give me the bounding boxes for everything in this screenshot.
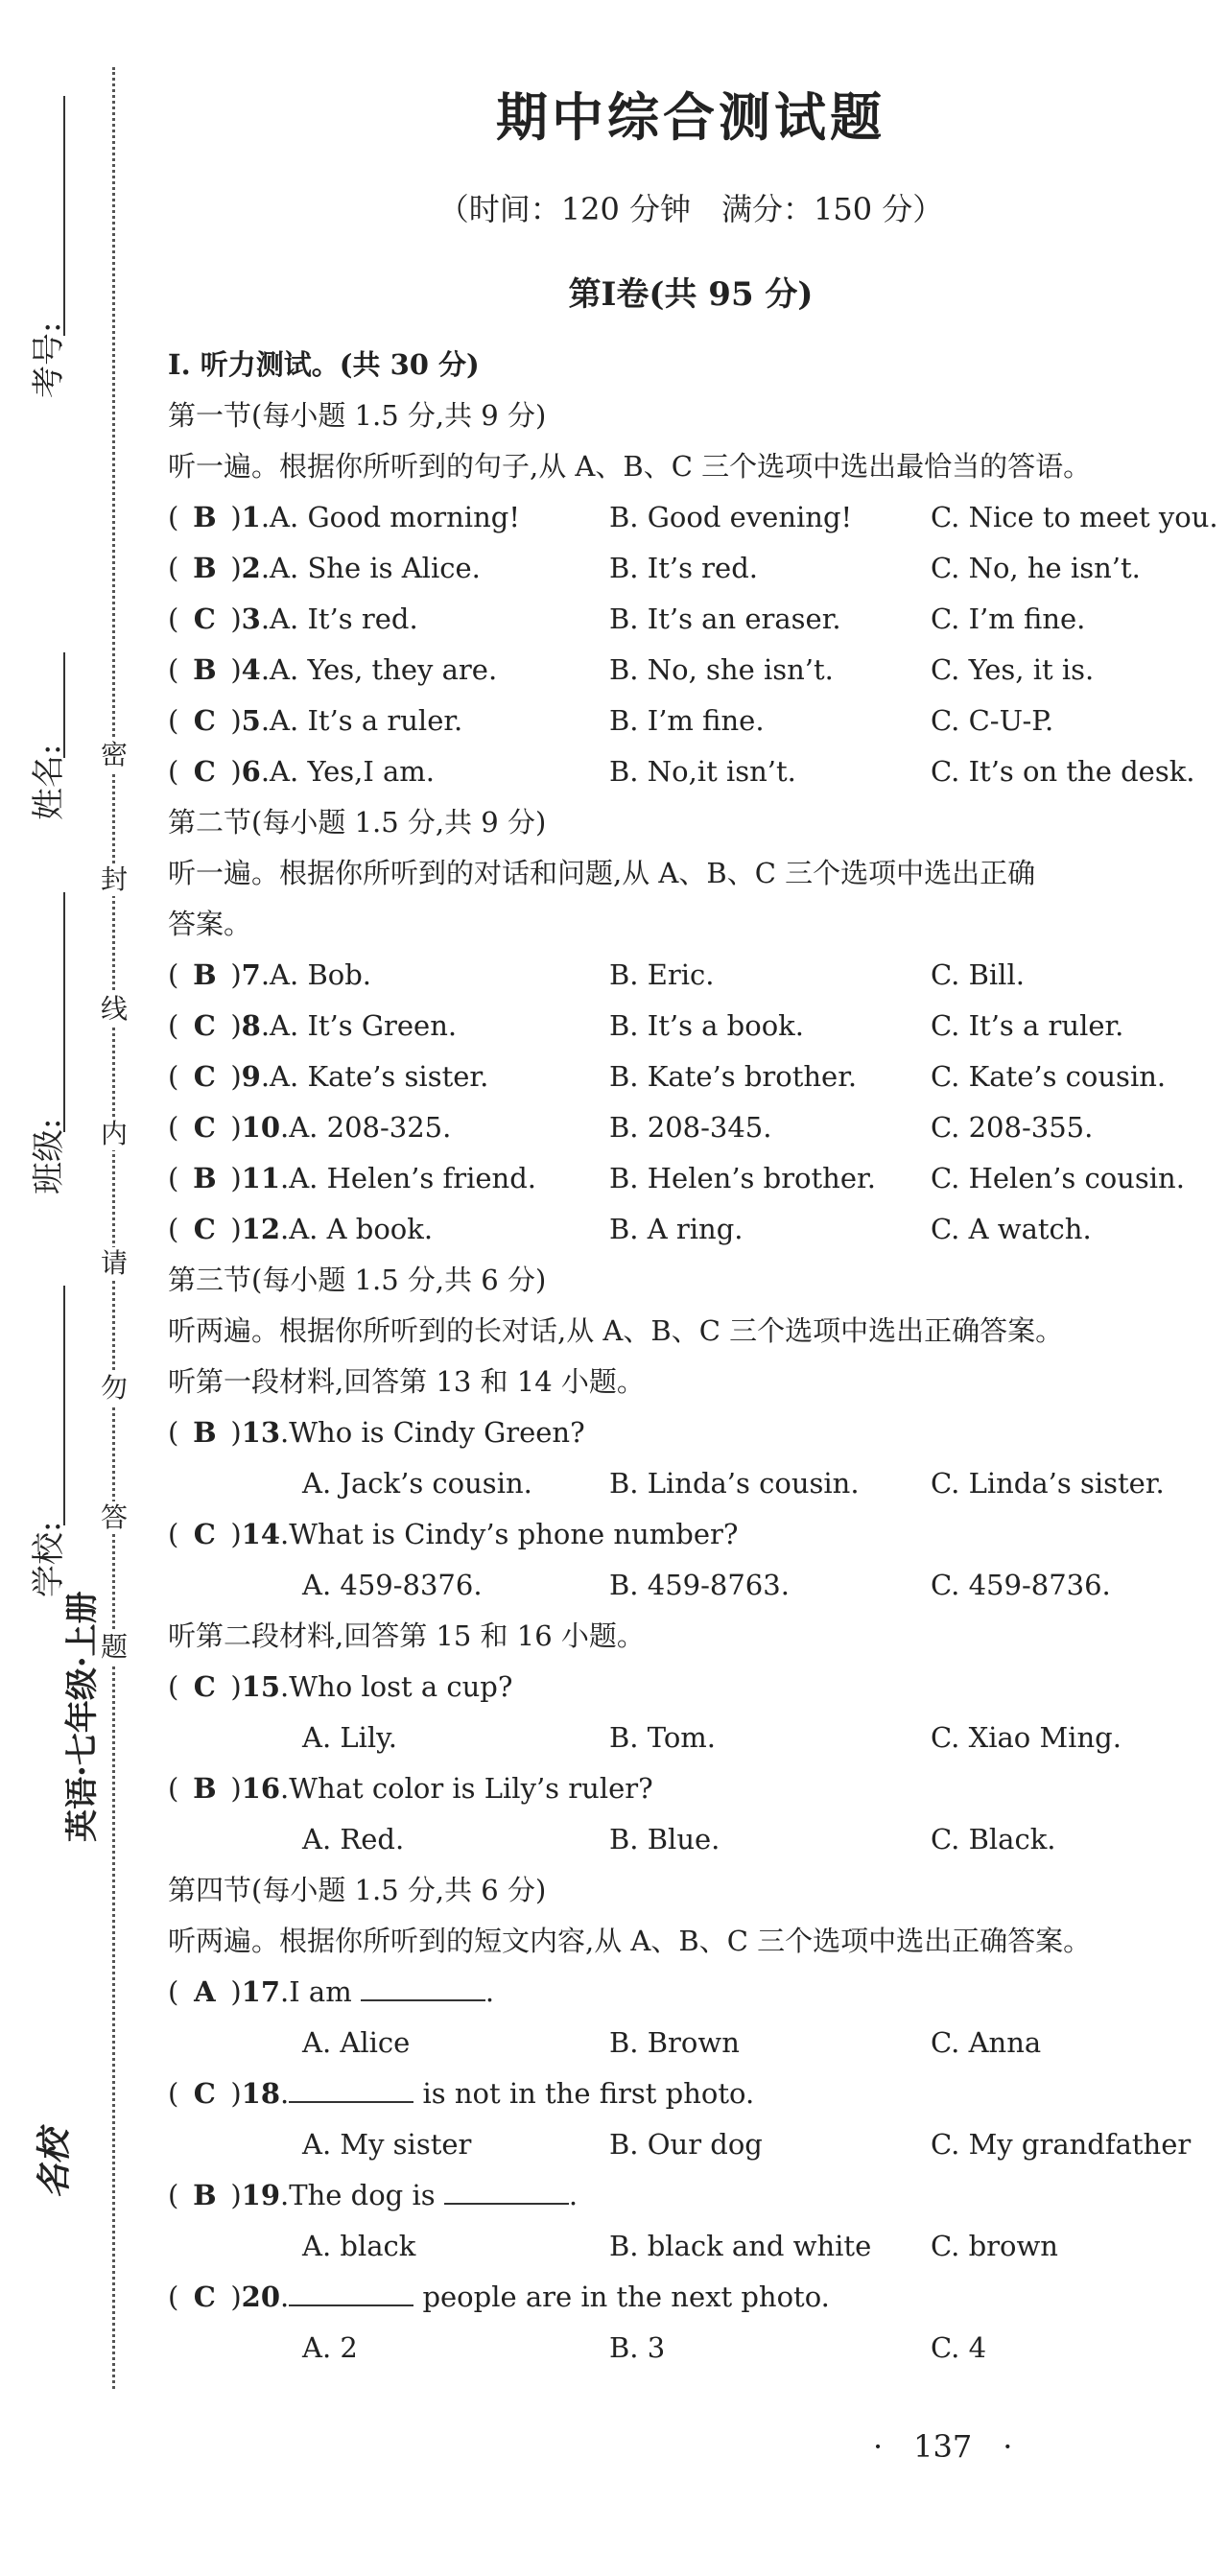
instruction: 听一遍。根据你所听到的对话和问题,从 A、B、C 三个选项中选出正确 bbox=[168, 857, 1036, 889]
option-b: B. No, she isn’t. bbox=[609, 653, 834, 686]
seal-char: 题 bbox=[98, 1631, 130, 1664]
answer: B bbox=[193, 552, 217, 584]
option-c: C. 208-355. bbox=[931, 1111, 1094, 1144]
question-row: ( C )5.A. It’s a ruler. B. I’m fine. C. C-U-P. bbox=[168, 696, 1214, 746]
option-a: A. Lily. bbox=[302, 1721, 397, 1754]
school-label: 学校: bbox=[30, 1521, 68, 1597]
instruction: 听第一段材料,回答第 13 和 14 小题。 bbox=[168, 1365, 645, 1398]
seal-char: 请 bbox=[98, 1247, 130, 1280]
page-title: 期中综合测试题 bbox=[496, 86, 886, 148]
subsection-heading: 第一节(每小题 1.5 分,共 9 分) bbox=[168, 399, 547, 432]
instruction: 答案。 bbox=[168, 908, 252, 940]
option-row bbox=[168, 1560, 1214, 1611]
answer: C bbox=[193, 1213, 216, 1245]
question-row: ( C )6.A. Yes,I am. B. No,it isn’t. C. It’s on the desk. bbox=[168, 746, 1214, 797]
option-c: C. Helen’s cousin. bbox=[931, 1162, 1185, 1194]
question-row: ( C )12.A. A book. B. A ring. C. A watch. bbox=[168, 1204, 1214, 1255]
part-heading: 第Ⅰ卷(共 95 分) bbox=[568, 275, 814, 314]
answer: C bbox=[193, 1060, 216, 1093]
option-b: B. Brown bbox=[609, 2026, 740, 2059]
option-b: B. Good evening! bbox=[609, 501, 853, 533]
class-label: 班级: bbox=[30, 1118, 68, 1194]
section-heading: Ⅰ. 听力测试。(共 30 分) bbox=[168, 348, 480, 381]
answer: A bbox=[194, 1975, 216, 2008]
question-row: ( B )2.A. She is Alice. B. It’s red. C. No, he isn’t. bbox=[168, 543, 1214, 594]
seal-char: 答 bbox=[98, 1501, 130, 1534]
option-a: A. Red. bbox=[302, 1823, 405, 1855]
answer: C bbox=[193, 755, 216, 788]
instruction: 听两遍。根据你所听到的短文内容,从 A、B、C 三个选项中选出正确答案。 bbox=[168, 1925, 1092, 1957]
option-c: C. Linda’s sister. bbox=[931, 1467, 1165, 1500]
answer-blank bbox=[289, 2278, 413, 2306]
option-c: C. It’s a ruler. bbox=[931, 1009, 1124, 1042]
option-b: B. Kate’s brother. bbox=[609, 1060, 858, 1093]
option-b: B. It’s an eraser. bbox=[609, 603, 841, 635]
answer: C bbox=[193, 1111, 216, 1144]
option-b: B. Linda’s cousin. bbox=[609, 1467, 860, 1500]
binding-margin bbox=[0, 0, 134, 2576]
page-number: · 137 · bbox=[873, 2428, 1013, 2465]
answer: C bbox=[193, 2281, 216, 2313]
answer: C bbox=[193, 704, 216, 737]
answer-blank bbox=[444, 2176, 569, 2205]
option-c: C. Nice to meet you. bbox=[931, 501, 1218, 533]
question-row: ( C )8.A. It’s Green. B. It’s a book. C. It’s a ruler. bbox=[168, 1001, 1214, 1052]
question-stem: ( B )16.What color is Lily’s ruler? bbox=[168, 1763, 1214, 1814]
option-row bbox=[168, 2221, 1214, 2272]
option-b: B. Tom. bbox=[609, 1721, 717, 1754]
option-b: B. It’s red. bbox=[609, 552, 758, 584]
option-row bbox=[168, 1814, 1214, 1865]
option-a: A. black bbox=[302, 2230, 416, 2262]
option-b: B. I’m fine. bbox=[609, 704, 765, 737]
option-a: A. Alice bbox=[302, 2026, 411, 2059]
seal-dotted-line bbox=[112, 67, 115, 2389]
question-row: ( B )7.A. Bob. B. Eric. C. Bill. bbox=[168, 950, 1214, 1001]
instruction: 听一遍。根据你所听到的句子,从 A、B、C 三个选项中选出最恰当的答语。 bbox=[168, 450, 1092, 483]
question-stem: ( C )14.What is Cindy’s phone number? bbox=[168, 1509, 1214, 1560]
option-row bbox=[168, 2018, 1214, 2068]
question-row: ( C )10.A. 208-325. B. 208-345. C. 208-355. bbox=[168, 1102, 1214, 1153]
seal-char: 封 bbox=[98, 863, 130, 896]
option-a: A. 459-8376. bbox=[302, 1569, 483, 1601]
subsection-heading: 第四节(每小题 1.5 分,共 6 分) bbox=[168, 1874, 547, 1906]
exam-no-label: 考号: bbox=[30, 321, 68, 398]
option-c: C. I’m fine. bbox=[931, 603, 1086, 635]
option-c: C. brown bbox=[931, 2230, 1058, 2262]
question-stem: ( C )18. is not in the first photo. bbox=[168, 2068, 1214, 2119]
seal-char: 内 bbox=[98, 1118, 130, 1150]
seal-char: 勿 bbox=[98, 1372, 130, 1405]
question-stem: ( B )19.The dog is . bbox=[168, 2170, 1214, 2221]
option-b: B. 208-345. bbox=[609, 1111, 772, 1144]
option-c: C. Kate’s cousin. bbox=[931, 1060, 1167, 1093]
option-a: A. 2 bbox=[302, 2331, 358, 2364]
option-b: B. Helen’s brother. bbox=[609, 1162, 876, 1194]
option-c: C. A watch. bbox=[931, 1213, 1092, 1245]
answer-blank bbox=[361, 1973, 485, 2001]
option-b: B. Blue. bbox=[609, 1823, 720, 1855]
instruction: 听第二段材料,回答第 15 和 16 小题。 bbox=[168, 1619, 645, 1652]
brand-logo: 名校 bbox=[34, 2129, 75, 2199]
option-b: B. black and white bbox=[609, 2230, 872, 2262]
option-c: C. 459-8736. bbox=[931, 1569, 1111, 1601]
option-c: C. It’s on the desk. bbox=[931, 755, 1195, 788]
class-line bbox=[63, 892, 65, 1132]
answer: B bbox=[193, 2179, 217, 2211]
answer-blank bbox=[289, 2074, 413, 2103]
option-c: C. My grandfather bbox=[931, 2128, 1192, 2161]
option-a: A. My sister bbox=[302, 2128, 472, 2161]
answer: C bbox=[193, 2077, 216, 2110]
question-stem: ( B )13.Who is Cindy Green? bbox=[168, 1407, 1214, 1458]
option-row bbox=[168, 2323, 1214, 2374]
option-b: B. Our dog bbox=[609, 2128, 763, 2161]
question-row: ( B )11.A. Helen’s friend. B. Helen’s brother. C. Helen’s cousin. bbox=[168, 1153, 1214, 1204]
option-row bbox=[168, 1458, 1214, 1509]
answer: C bbox=[193, 1518, 216, 1550]
question-row: ( B )1.A. Good morning! B. Good evening! C. Nice to meet you. bbox=[168, 492, 1214, 543]
answer: C bbox=[193, 1009, 216, 1042]
subsection-heading: 第二节(每小题 1.5 分,共 9 分) bbox=[168, 806, 547, 839]
option-b: B. No,it isn’t. bbox=[609, 755, 796, 788]
question-stem: ( C )15.Who lost a cup? bbox=[168, 1662, 1214, 1713]
option-b: B. It’s a book. bbox=[609, 1009, 804, 1042]
answer: B bbox=[193, 653, 217, 686]
option-c: C. Black. bbox=[931, 1823, 1056, 1855]
question-stem: ( C )20. people are in the next photo. bbox=[168, 2272, 1214, 2323]
exam-info: （时间：120 分钟 满分：150 分） bbox=[437, 191, 944, 227]
seal-char: 线 bbox=[98, 993, 130, 1026]
question-stem: ( A )17.I am . bbox=[168, 1967, 1214, 2018]
option-c: C. Bill. bbox=[931, 958, 1025, 991]
name-label: 姓名: bbox=[30, 744, 68, 820]
answer: C bbox=[193, 603, 216, 635]
exam-no-line bbox=[63, 96, 65, 336]
option-row bbox=[168, 1713, 1214, 1763]
seal-char: 密 bbox=[98, 739, 130, 771]
name-line bbox=[63, 652, 65, 758]
option-a: A. Jack’s cousin. bbox=[302, 1467, 532, 1500]
option-c: C. C-U-P. bbox=[931, 704, 1054, 737]
answer: B bbox=[193, 1772, 217, 1805]
answer: C bbox=[193, 1670, 216, 1703]
option-c: C. No, he isn’t. bbox=[931, 552, 1141, 584]
answer: B bbox=[193, 1416, 217, 1449]
instruction: 听两遍。根据你所听到的长对话,从 A、B、C 三个选项中选出正确答案。 bbox=[168, 1314, 1064, 1347]
option-b: B. A ring. bbox=[609, 1213, 744, 1245]
answer: B bbox=[193, 501, 217, 533]
question-row: ( B )4.A. Yes, they are. B. No, she isn’t. C. Yes, it is. bbox=[168, 645, 1214, 696]
option-b: B. 459-8763. bbox=[609, 1569, 790, 1601]
option-c: C. Yes, it is. bbox=[931, 653, 1095, 686]
answer: B bbox=[193, 1162, 217, 1194]
answer: B bbox=[193, 958, 217, 991]
option-c: C. 4 bbox=[931, 2331, 987, 2364]
subsection-heading: 第三节(每小题 1.5 分,共 6 分) bbox=[168, 1264, 547, 1296]
option-row bbox=[168, 2119, 1214, 2170]
question-row: ( C )9.A. Kate’s sister. B. Kate’s brother. C. Kate’s cousin. bbox=[168, 1052, 1214, 1102]
school-line bbox=[63, 1286, 65, 1525]
option-b: B. 3 bbox=[609, 2331, 666, 2364]
exam-content bbox=[168, 77, 1218, 2374]
option-c: C. Anna bbox=[931, 2026, 1042, 2059]
option-c: C. Xiao Ming. bbox=[931, 1721, 1122, 1754]
question-row: ( C )3.A. It’s red. B. It’s an eraser. C. I’m fine. bbox=[168, 594, 1214, 645]
book-label: 英语·七年级·上册 bbox=[63, 1591, 102, 1842]
option-b: B. Eric. bbox=[609, 958, 715, 991]
